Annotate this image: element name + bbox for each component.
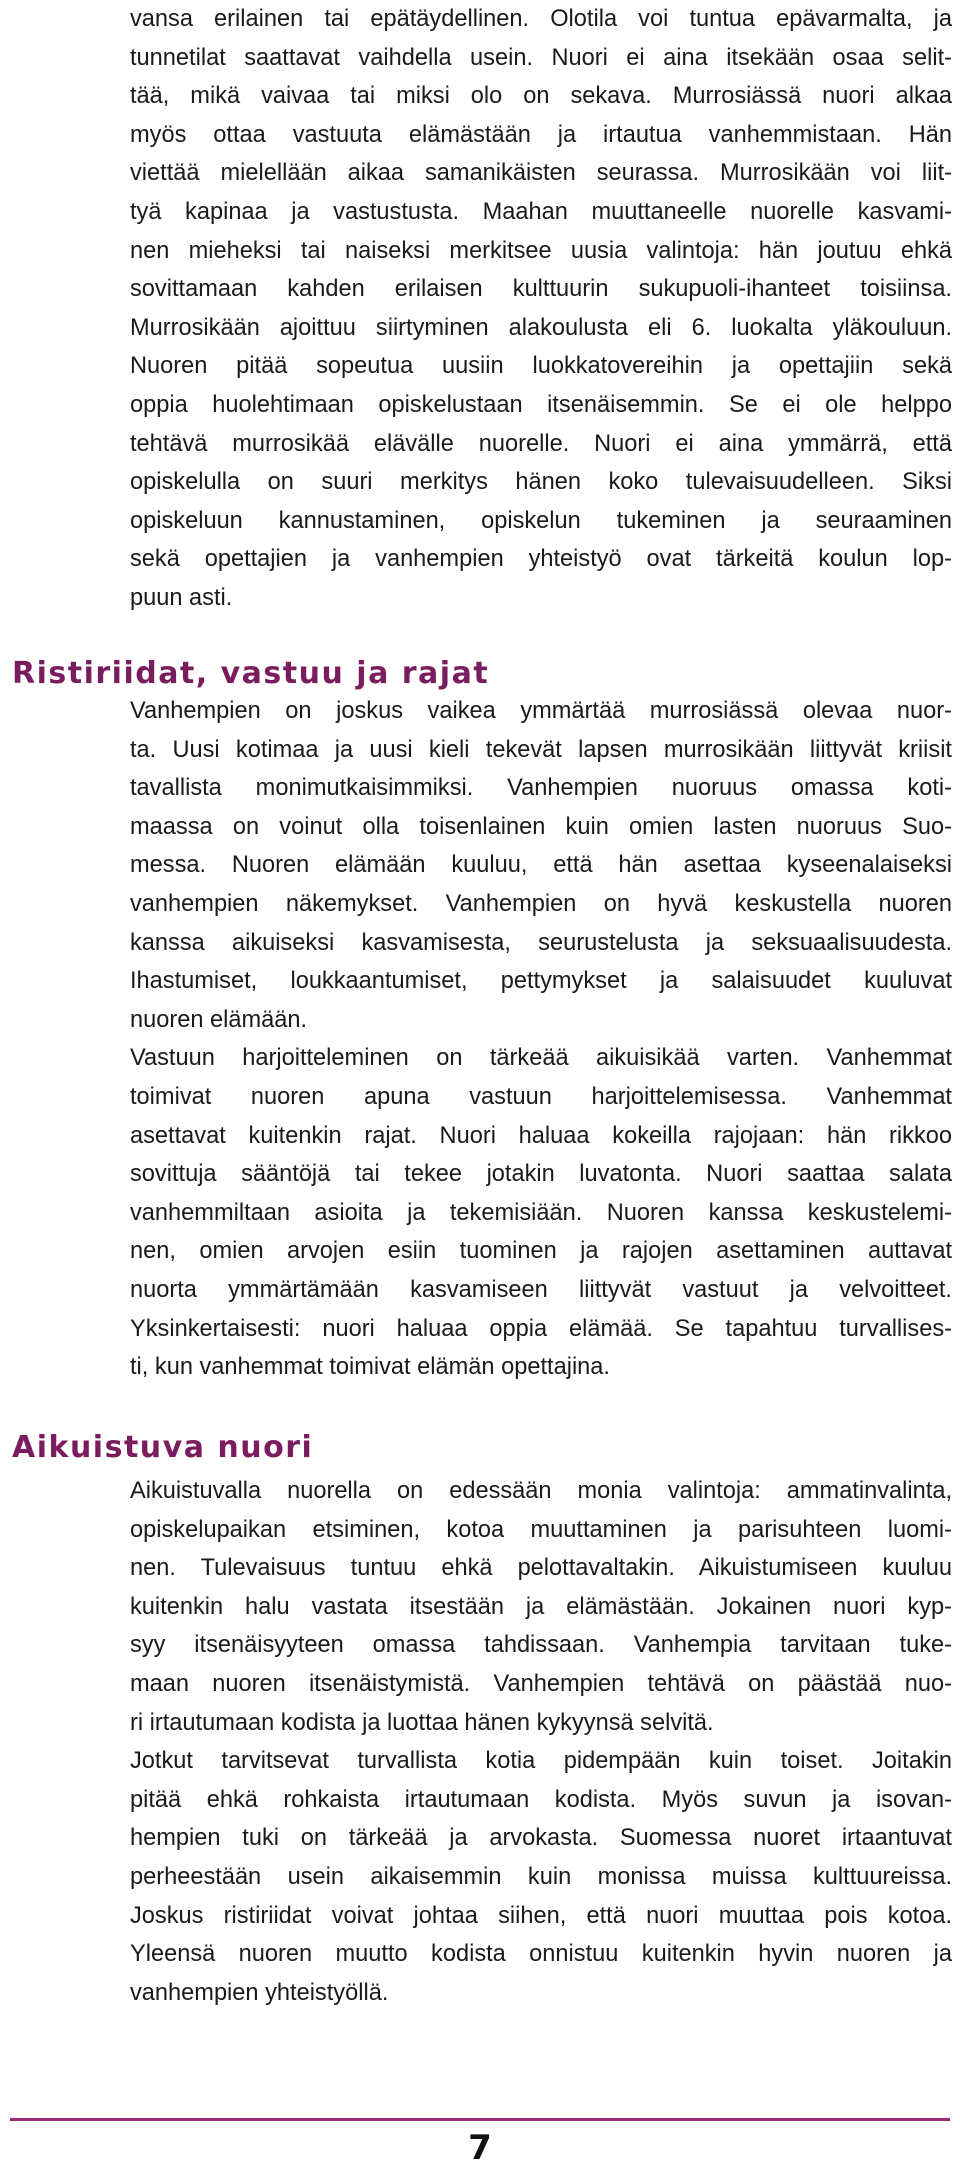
text-line: kuitenkin halu vastata itsestään ja elämästään. Jokainen nuori kyp- <box>130 1593 952 1620</box>
text-line: opiskelupaikan etsiminen, kotoa muuttaminen ja parisuhteen luomi- <box>130 1516 952 1543</box>
text-line: Vanhempien on joskus vaikea ymmärtää murrosiässä olevaa nuor- <box>130 698 952 724</box>
text-line: Joskus ristiriidat voivat johtaa siihen, että nuori muuttaa pois kotoa. <box>130 1902 952 1929</box>
text-line: oppia huolehtimaan opiskelustaan itsenäisemmin. Se ei ole helppo <box>130 391 952 418</box>
text-line: sovittuja sääntöjä tai tekee jotakin luvatonta. Nuori saattaa salata <box>130 1161 952 1188</box>
text-line: maan nuoren itsenäistymistä. Vanhempien tehtävä on päästää nuo- <box>130 1670 952 1697</box>
text-line: Ihastumiset, loukkaantumiset, pettymykset ja salaisuudet kuuluvat <box>130 968 952 995</box>
text-line: nuoren elämään. <box>130 1006 308 1033</box>
text-line: Vastuun harjoitteleminen on tärkeää aikuisikää varten. Vanhemmat <box>130 1045 952 1072</box>
text-line: tunnetilat saattavat vaihdella usein. Nuori ei aina itsekään osaa selit- <box>130 44 952 71</box>
text-line: Nuoren pitää sopeutua uusiin luokkatovereihin ja opettajiin sekä <box>130 353 952 380</box>
text-line: Yleensä nuoren muutto kodista onnistuu kuitenkin hyvin nuoren ja <box>130 1941 952 1968</box>
text-line: hempien tuki on tärkeää ja arvokasta. Suomessa nuoret irtaantuvat <box>130 1825 952 1852</box>
text-line: perheestään usein aikaisemmin kuin monissa muissa kulttuureissa. <box>130 1863 952 1890</box>
text-line: sovittamaan kahden erilaisen kulttuurin sukupuoli-ihanteet toisiinsa. <box>130 276 952 303</box>
text-line: opiskelulla on suuri merkitys hänen koko tulevaisuudelleen. Siksi <box>130 469 952 496</box>
text-line: ti, kun vanhemmat toimivat elämän opettajina. <box>130 1354 610 1381</box>
text-line: tavallista monimutkaisimmiksi. Vanhempien nuoruus omassa koti- <box>130 775 952 802</box>
text-line: ri irtautumaan kodista ja luottaa hänen kykyynsä selvitä. <box>130 1709 714 1736</box>
section1-text-block <box>130 692 952 1387</box>
text-line: vanhempien yhteistyöllä. <box>130 1979 389 2006</box>
text-line: pitää ehkä rohkaista irtautumaan kodista. Myös suvun ja isovan- <box>130 1786 952 1813</box>
text-line: myös ottaa vastuuta elämästään ja irtautua vanhemmistaan. Hän <box>130 121 952 148</box>
text-line: syy itsenäisyyteen omassa tahdissaan. Vanhempia tarvitaan tuke- <box>130 1632 952 1659</box>
footer-divider <box>10 2118 950 2121</box>
text-line: sekä opettajien ja vanhempien yhteistyö ovat tärkeitä koulun lop- <box>130 546 952 573</box>
intro-text-block <box>130 0 952 618</box>
text-line: tyä kapinaa ja vastustusta. Maahan muuttaneelle nuorelle kasvami- <box>130 198 952 225</box>
text-line: Yksinkertaisesti: nuori haluaa oppia elämää. Se tapahtuu turvallises- <box>130 1315 952 1342</box>
text-line: messa. Nuoren elämään kuuluu, että hän asettaa kyseenalaiseksi <box>130 852 952 879</box>
text-line: nuorta ymmärtämään kasvamiseen liittyvät vastuut ja velvoitteet. <box>130 1276 952 1303</box>
text-line: asettavat kuitenkin rajat. Nuori haluaa kokeilla rajojaan: hän rikkoo <box>130 1122 952 1149</box>
text-line: kanssa aikuiseksi kasvamisesta, seurustelusta ja seksuaalisuudesta. <box>130 929 952 956</box>
text-line: Jotkut tarvitsevat turvallista kotia pidempään kuin toiset. Joitakin <box>130 1748 952 1775</box>
section-heading-ristiriidat: Ristiriidat, vastuu ja rajat <box>12 656 490 691</box>
text-line: puun asti. <box>130 584 233 611</box>
text-line: ta. Uusi kotimaa ja uusi kieli tekevät lapsen murrosikään liittyvät kriisit <box>130 736 952 763</box>
text-line: toimivat nuoren apuna vastuun harjoittelemisessa. Vanhemmat <box>130 1083 952 1110</box>
section-heading-aikuistuva: Aikuistuva nuori <box>12 1430 314 1465</box>
page-number: 7 <box>468 2128 492 2168</box>
text-line: vanhemmiltaan asioita ja tekemisiään. Nuoren kanssa keskustelemi- <box>130 1199 952 1226</box>
text-line: viettää mielellään aikaa samanikäisten seurassa. Murrosikään voi liit- <box>130 160 952 187</box>
text-line: nen. Tulevaisuus tuntuu ehkä pelottavaltakin. Aikuistumiseen kuuluu <box>130 1555 952 1582</box>
text-line: maassa on voinut olla toisenlainen kuin omien lasten nuoruus Suo- <box>130 813 952 840</box>
text-line: nen mieheksi tai naiseksi merkitsee uusia valintoja: hän joutuu ehkä <box>130 237 952 264</box>
text-line: Aikuistuvalla nuorella on edessään monia valintoja: ammatinvalinta, <box>130 1478 952 1504</box>
text-line: vanhempien näkemykset. Vanhempien on hyvä keskustella nuoren <box>130 890 952 917</box>
section2-text-block <box>130 1472 952 2012</box>
text-line: nen, omien arvojen esiin tuominen ja rajojen asettaminen auttavat <box>130 1238 952 1265</box>
text-line: tää, mikä vaivaa tai miksi olo on sekava. Murrosiässä nuori alkaa <box>130 83 952 110</box>
text-line: opiskeluun kannustaminen, opiskelun tukeminen ja seuraaminen <box>130 507 952 534</box>
text-line: Murrosikään ajoittuu siirtyminen alakoulusta eli 6. luokalta yläkouluun. <box>130 314 952 341</box>
text-line: vansa erilainen tai epätäydellinen. Olotila voi tuntua epävarmalta, ja <box>130 6 952 32</box>
text-line: tehtävä murrosikää elävälle nuorelle. Nuori ei aina ymmärrä, että <box>130 430 952 457</box>
